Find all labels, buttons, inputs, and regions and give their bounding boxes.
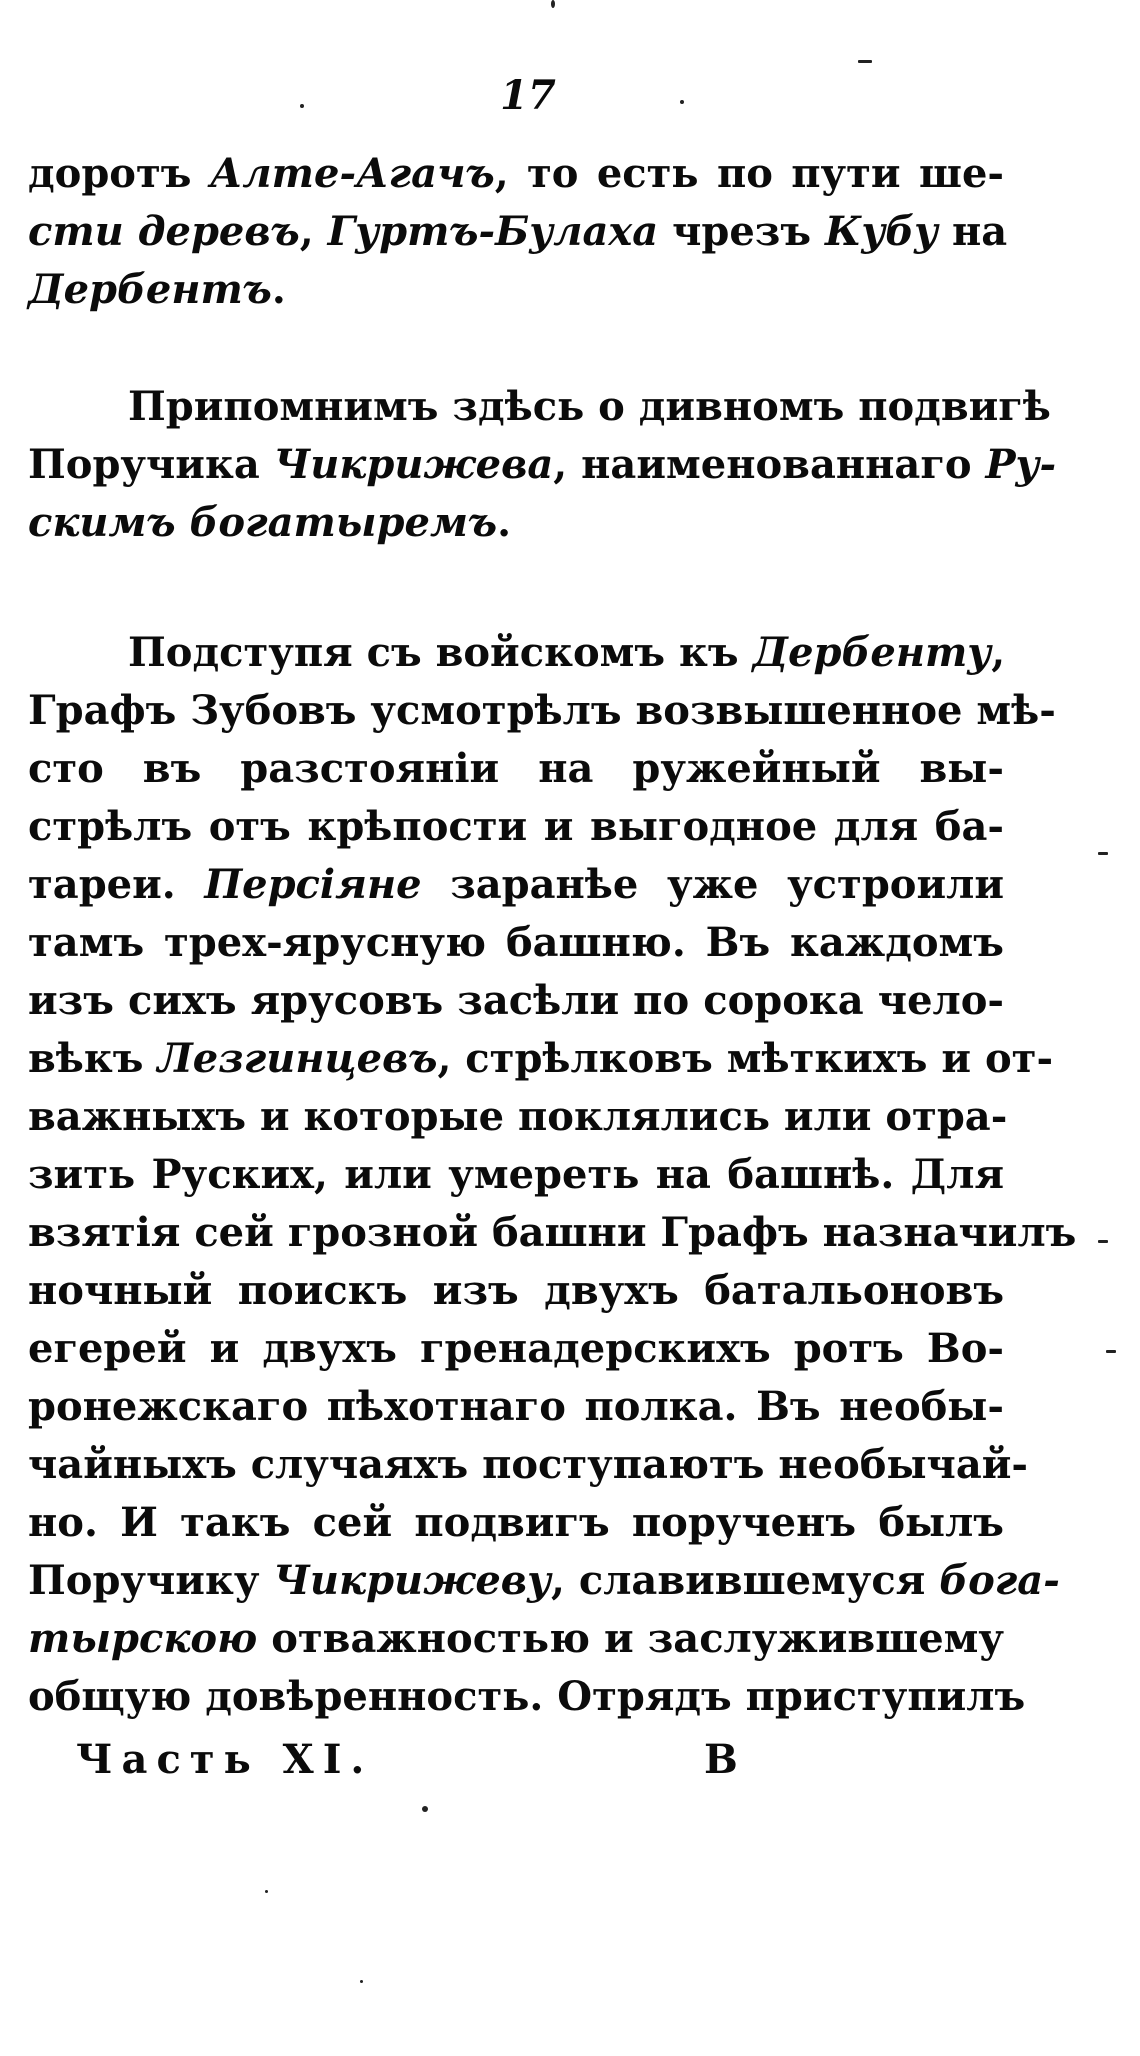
italic-name: Лезгинцевъ xyxy=(157,1035,438,1082)
text-line xyxy=(28,1436,1029,1494)
page-number: 17 xyxy=(500,72,556,119)
italic-name: Персіяне xyxy=(204,861,422,908)
text-run: зить Руских, или умереть на башнѣ. Для xyxy=(28,1151,1004,1198)
text-line xyxy=(28,1552,1060,1610)
scan-speck xyxy=(265,1890,268,1893)
text-line xyxy=(28,856,1004,914)
text-run: доротъ xyxy=(28,150,210,197)
text-line xyxy=(28,914,1004,972)
scan-speck xyxy=(680,100,684,104)
italic-name: Гуртъ-Булаха xyxy=(327,208,659,255)
italic-name: Алте-Агачъ xyxy=(209,150,495,197)
gathering-letter: В xyxy=(704,1736,738,1783)
text-run: . xyxy=(497,499,512,546)
text-run: чайныхъ случаяхъ поступаютъ необычай- xyxy=(28,1441,1029,1488)
text-run: но. И такъ сей подвигъ порученъ былъ xyxy=(28,1499,1004,1546)
text-run: Подступя съ войскомъ къ xyxy=(128,629,753,676)
text-line xyxy=(28,261,1004,319)
paragraph-2 xyxy=(28,378,1057,552)
text-run: взятія сей грозной башни Графъ назначилъ xyxy=(28,1209,1077,1256)
text-run: на xyxy=(938,208,1008,255)
text-run: Графъ Зубовъ усмотрѣлъ возвышенное мѣ- xyxy=(28,687,1056,734)
text-line xyxy=(28,436,1057,494)
scan-speck xyxy=(422,1806,428,1812)
text-run: . xyxy=(271,266,286,313)
text-line xyxy=(28,494,1004,552)
text-line xyxy=(28,1262,1004,1320)
scan-speck xyxy=(858,60,872,63)
italic-name: бога- xyxy=(939,1557,1060,1604)
paragraph-1 xyxy=(28,145,1008,319)
text-run: сто въ разстояніи на ружейный вы- xyxy=(28,745,1004,792)
paragraph-3 xyxy=(28,624,1077,1726)
scan-speck xyxy=(360,1980,363,1983)
text-run: важныхъ и которые поклялись или отра- xyxy=(28,1093,1008,1140)
text-line xyxy=(28,1610,1004,1668)
italic-name: скимъ богатыремъ xyxy=(28,499,498,546)
text-run: тареи. xyxy=(28,861,205,908)
text-run: отважностью и заслужившему xyxy=(257,1615,1004,1662)
scan-speck xyxy=(1106,1350,1116,1353)
scan-speck xyxy=(1098,852,1108,855)
text-line xyxy=(28,1378,1004,1436)
text-line xyxy=(28,624,1004,682)
text-run: егерей и двухъ гренадерскихъ ротъ Во- xyxy=(28,1325,1004,1372)
text-run: Поручику xyxy=(28,1557,274,1604)
text-run: , то есть по пути ше- xyxy=(494,150,1004,197)
text-run: , стрѣлковъ мѣткихъ и от- xyxy=(437,1035,1054,1082)
italic-name: Кубу xyxy=(824,208,939,255)
text-run: , xyxy=(299,208,328,255)
text-run: изъ сихъ ярусовъ засѣли по сорока чело- xyxy=(28,977,1004,1024)
text-line xyxy=(28,1088,1008,1146)
text-run: , славившемуся xyxy=(551,1557,940,1604)
italic-name: Ру- xyxy=(985,441,1057,488)
text-line xyxy=(28,1204,1077,1262)
scan-speck xyxy=(551,0,555,8)
text-run: вѣкъ xyxy=(28,1035,158,1082)
italic-name: сти деревъ xyxy=(28,208,300,255)
text-run: общую довѣренность. Отрядъ приступилъ xyxy=(28,1673,1026,1720)
italic-name: Дербентъ xyxy=(28,266,272,313)
signature-mark: Часть XI. xyxy=(76,1736,374,1783)
text-line xyxy=(28,378,1051,436)
text-line xyxy=(28,1030,1054,1088)
italic-name: тырскою xyxy=(28,1615,258,1662)
text-line xyxy=(28,1494,1004,1552)
italic-name: Чикрижева xyxy=(273,441,554,488)
text-line xyxy=(28,145,1004,203)
text-run: заранѣе уже устроили xyxy=(421,861,1004,908)
text-run: ронежскаго пѣхотнаго полка. Въ необы- xyxy=(28,1383,1004,1430)
text-line xyxy=(28,1668,1026,1726)
italic-name: Дербенту xyxy=(752,629,992,676)
text-line xyxy=(28,972,1004,1030)
text-line xyxy=(28,1320,1004,1378)
text-run: Припомнимъ здѣсь о дивномъ подвигѣ xyxy=(128,383,1051,430)
text-run: ночный поискъ изъ двухъ батальоновъ xyxy=(28,1267,1004,1314)
text-run: , наименованнаго xyxy=(553,441,986,488)
text-line xyxy=(28,740,1004,798)
text-run: тамъ трех-ярусную башню. Въ каждомъ xyxy=(28,919,1004,966)
italic-name: Чикрижеву xyxy=(273,1557,551,1604)
text-run: Поручика xyxy=(28,441,274,488)
text-line xyxy=(28,1146,1004,1204)
scan-speck xyxy=(300,104,304,108)
scan-speck xyxy=(1098,1240,1108,1243)
text-line xyxy=(28,798,1004,856)
text-run: стрѣлъ отъ крѣпости и выгодное для ба- xyxy=(28,803,1004,850)
text-line xyxy=(28,682,1056,740)
text-run: , xyxy=(991,629,1006,676)
text-line xyxy=(28,203,1008,261)
text-run: чрезъ xyxy=(658,208,825,255)
